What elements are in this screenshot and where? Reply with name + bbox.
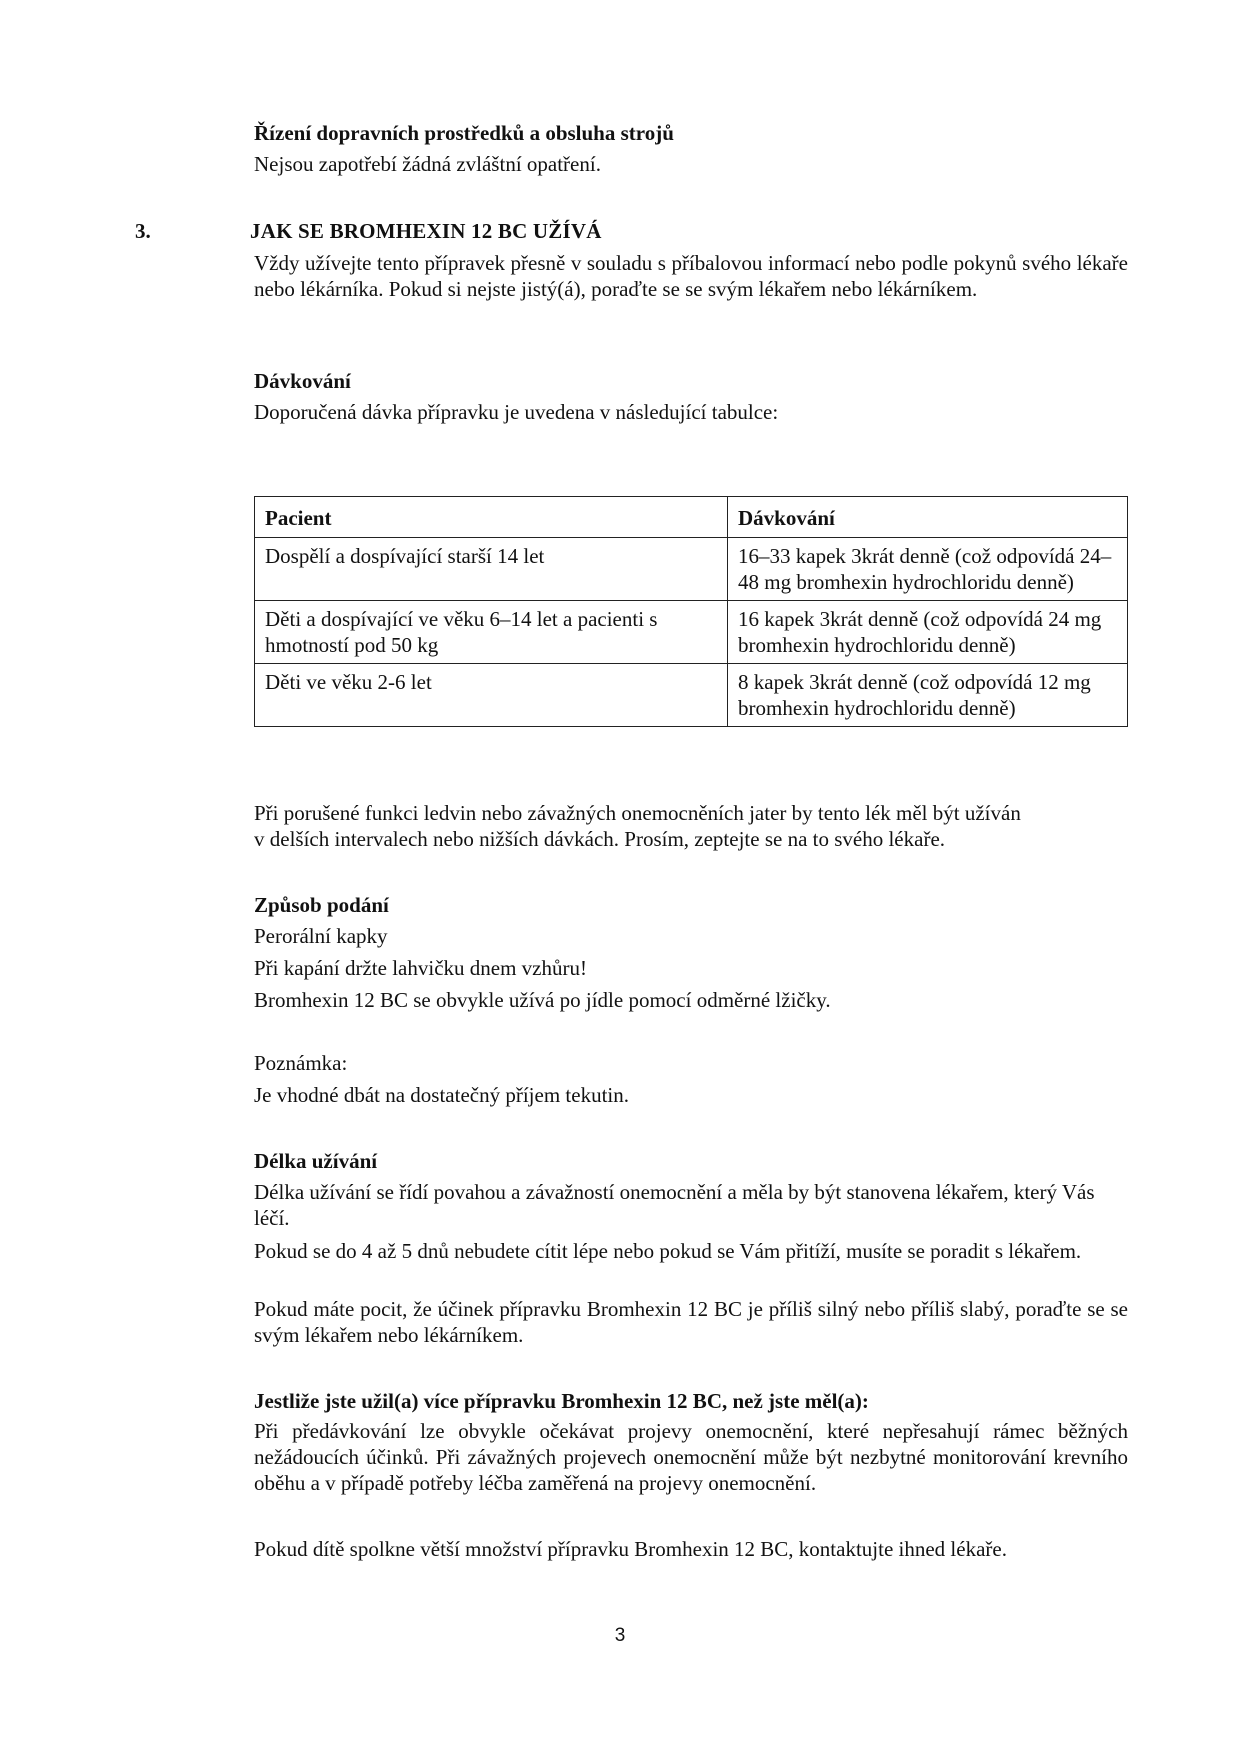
driving-text: Nejsou zapotřebí žádná zvláštní opatření. (254, 152, 601, 176)
duration-paragraph-3: Pokud máte pocit, že účinek přípravku Bromhexin 12 BC je příliš silný nebo příliš slabý, poraďte se se svým lékařem nebo lékárníkem. (254, 1297, 1128, 1347)
overdose-heading: Jestliže jste užil(a) více přípravku Bromhexin 12 BC, než jste měl(a): (254, 1389, 869, 1413)
table-header-row (255, 497, 1128, 538)
dosage-note (254, 800, 1128, 852)
remark-text: Je vhodné dbát na dostatečný příjem tekutin. (254, 1083, 629, 1107)
dosage-intro: Doporučená dávka přípravku je uvedena v následující tabulce: (254, 400, 779, 424)
overdose-paragraph-2: Pokud dítě spolkne větší množství přípravku Bromhexin 12 BC, kontaktujte ihned lékaře. (254, 1537, 1007, 1561)
section-title: JAK SE BROMHEXIN 12 BC UŽÍVÁ (250, 219, 602, 243)
remark-label: Poznámka: (254, 1051, 348, 1075)
table-cell-patient: Dospělí a dospívající starší 14 let (255, 538, 728, 601)
duration-paragraph-1: Délka užívání se řídí povahou a závažností onemocnění a měla by být stanovena lékařem, který Vás léčí. (254, 1180, 1095, 1230)
table-row (255, 664, 1128, 727)
dosage-table (254, 496, 1128, 727)
driving-heading: Řízení dopravních prostředků a obsluha strojů (254, 121, 674, 145)
page-number: 3 (614, 1625, 626, 1646)
table-row (255, 538, 1128, 601)
table-cell-patient: Děti ve věku 2-6 let (255, 664, 728, 727)
duration-heading: Délka užívání (254, 1149, 378, 1173)
dosage-note-line-2: v delších intervalech nebo nižších dávkách. Prosím, zeptejte se na to svého lékaře. (254, 827, 946, 851)
section-intro: Vždy užívejte tento přípravek přesně v souladu s příbalovou informací nebo podle pokynů svého lékaře nebo lékárníka. Pokud si nejste jistý(á), poraďte se se svým lékařem nebo lékárníkem. (254, 251, 1128, 301)
administration-line-1: Perorální kapky (254, 924, 388, 948)
table-cell-dosage: 8 kapek 3krát denně (což odpovídá 12 mg bromhexin hydrochloridu denně) (728, 664, 1128, 727)
dosage-heading: Dávkování (254, 369, 351, 393)
table-header-dosage: Dávkování (728, 497, 1128, 538)
table-header-patient: Pacient (255, 497, 728, 538)
table-row (255, 601, 1128, 664)
table-cell-dosage: 16–33 kapek 3krát denně (což odpovídá 24–48 mg bromhexin hydrochloridu denně) (728, 538, 1128, 601)
table-cell-dosage: 16 kapek 3krát denně (což odpovídá 24 mg bromhexin hydrochloridu denně) (728, 601, 1128, 664)
administration-line-2: Při kapání držte lahvičku dnem vzhůru! (254, 956, 587, 980)
overdose-paragraph-1: Při předávkování lze obvykle očekávat projevy onemocnění, které nepřesahují rámec běžných nežádoucích účinků. Při závažných projevech onemocnění může být nezbytné monitorování krevního oběhu a v případě potřeby léčba zaměřená na projevy onemocnění. (254, 1419, 1128, 1495)
duration-paragraph-2: Pokud se do 4 až 5 dnů nebudete cítit lépe nebo pokud se Vám přitíží, musíte se poradit s lékařem. (254, 1239, 1082, 1263)
administration-heading: Způsob podání (254, 893, 389, 917)
section-number: 3. (135, 219, 151, 243)
table-cell-patient: Děti a dospívající ve věku 6–14 let a pacienti s hmotností pod 50 kg (255, 601, 728, 664)
administration-line-3: Bromhexin 12 BC se obvykle užívá po jídle pomocí odměrné lžičky. (254, 988, 831, 1012)
dosage-note-line-1: Při porušené funkci ledvin nebo závažných onemocněních jater by tento lék měl být užíván (254, 801, 1021, 825)
